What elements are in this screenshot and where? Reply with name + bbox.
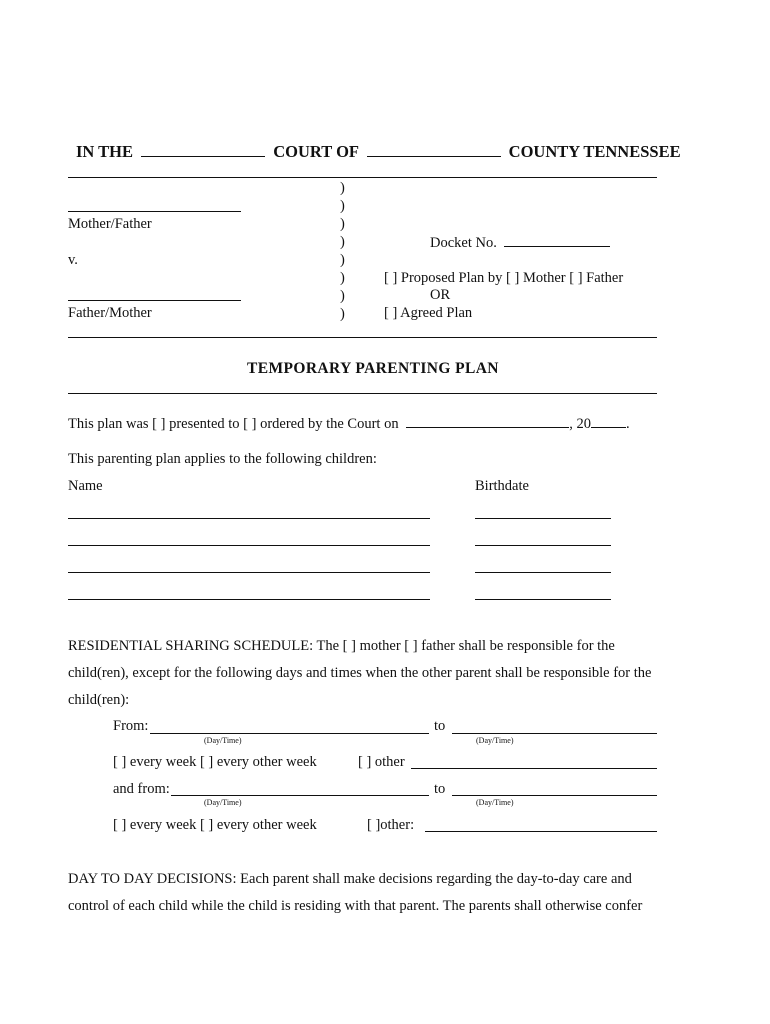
to-daytime-blank[interactable] — [452, 733, 657, 734]
child-name-blank-2[interactable] — [68, 545, 430, 546]
child-name-blank-4[interactable] — [68, 599, 430, 600]
to-daytime-blank-2[interactable] — [452, 795, 657, 796]
frequency-options-1[interactable]: [ ] every week [ ] every other week — [113, 754, 317, 770]
residential-line-2: child(ren), except for the following days and times when the other parent shall be responsible for the — [68, 665, 652, 681]
caption-bottom-rule — [68, 337, 657, 338]
other-option-2[interactable]: [ ]other: — [367, 817, 415, 833]
and-from-label: and from: — [113, 781, 170, 797]
to-label-2: to — [434, 781, 446, 797]
header-in-the: IN THE — [76, 142, 134, 161]
day-to-day-line-1: DAY TO DAY DECISIONS: Each parent shall make decisions regarding the day-to-day care and — [68, 871, 632, 887]
bracket-8: ) — [340, 306, 345, 322]
docket-label: Docket No. — [430, 235, 497, 251]
bracket-5: ) — [340, 252, 345, 268]
name-column-header: Name — [68, 478, 103, 494]
to-daytime-caption-2: (Day/Time) — [476, 798, 514, 807]
child-birthdate-blank-4[interactable] — [475, 599, 611, 600]
year-prefix: , 20 — [569, 416, 591, 432]
title-rule — [68, 393, 657, 394]
party2-label: Father/Mother — [68, 305, 152, 321]
court-date-blank[interactable] — [406, 415, 569, 428]
children-intro: This parenting plan applies to the following children: — [68, 451, 377, 467]
bracket-2: ) — [340, 198, 345, 214]
county-name-blank[interactable] — [367, 144, 501, 157]
caption-top-rule — [68, 177, 657, 178]
and-from-daytime-blank[interactable] — [171, 795, 429, 796]
child-birthdate-blank-1[interactable] — [475, 518, 611, 519]
residential-line-1: RESIDENTIAL SHARING SCHEDULE: The [ ] mother [ ] father shall be responsible for the — [68, 638, 615, 654]
from-label: From: — [113, 718, 149, 734]
header-court-of: COURT OF — [273, 142, 359, 161]
child-birthdate-blank-2[interactable] — [475, 545, 611, 546]
to-label-1: to — [434, 718, 446, 734]
child-birthdate-blank-3[interactable] — [475, 572, 611, 573]
other-blank-1[interactable] — [411, 768, 657, 769]
other-option-1[interactable]: [ ] other — [358, 754, 405, 770]
versus-label: v. — [68, 252, 78, 268]
child-name-blank-1[interactable] — [68, 518, 430, 519]
from-daytime-blank[interactable] — [150, 733, 429, 734]
bracket-6: ) — [340, 270, 345, 286]
party1-label: Mother/Father — [68, 216, 152, 232]
proposed-plan-option[interactable]: [ ] Proposed Plan by [ ] Mother [ ] Father — [384, 270, 624, 286]
period: . — [625, 416, 630, 432]
docket-field — [430, 234, 610, 252]
bracket-1: ) — [340, 180, 345, 196]
frequency-options-2[interactable]: [ ] every week [ ] every other week — [113, 817, 317, 833]
or-label: OR — [430, 287, 451, 303]
residential-line-3: child(ren): — [68, 692, 130, 708]
other-blank-2[interactable] — [425, 831, 657, 832]
day-to-day-line-2: control of each child while the child is residing with that parent. The parents shall otherwise confer — [68, 898, 643, 914]
court-header — [76, 142, 681, 162]
document-title: TEMPORARY PARENTING PLAN — [247, 360, 499, 377]
header-county-tennessee: COUNTY TENNESSEE — [508, 142, 681, 161]
bracket-7: ) — [340, 288, 345, 304]
bracket-3: ) — [340, 216, 345, 232]
from-daytime-caption: (Day/Time) — [204, 736, 242, 745]
to-daytime-caption: (Day/Time) — [476, 736, 514, 745]
year-blank[interactable] — [591, 415, 626, 428]
party2-name-blank[interactable] — [68, 300, 241, 301]
court-name-blank[interactable] — [141, 144, 265, 157]
plan-statement-text: This plan was [ ] presented to [ ] ordered by the Court on — [68, 416, 399, 432]
docket-number-blank[interactable] — [504, 234, 610, 247]
and-from-daytime-caption: (Day/Time) — [204, 798, 242, 807]
birthdate-column-header: Birthdate — [475, 478, 529, 494]
plan-statement — [68, 415, 630, 433]
bracket-4: ) — [340, 234, 345, 250]
agreed-plan-option[interactable]: [ ] Agreed Plan — [384, 305, 473, 321]
party1-name-blank[interactable] — [68, 211, 241, 212]
child-name-blank-3[interactable] — [68, 572, 430, 573]
